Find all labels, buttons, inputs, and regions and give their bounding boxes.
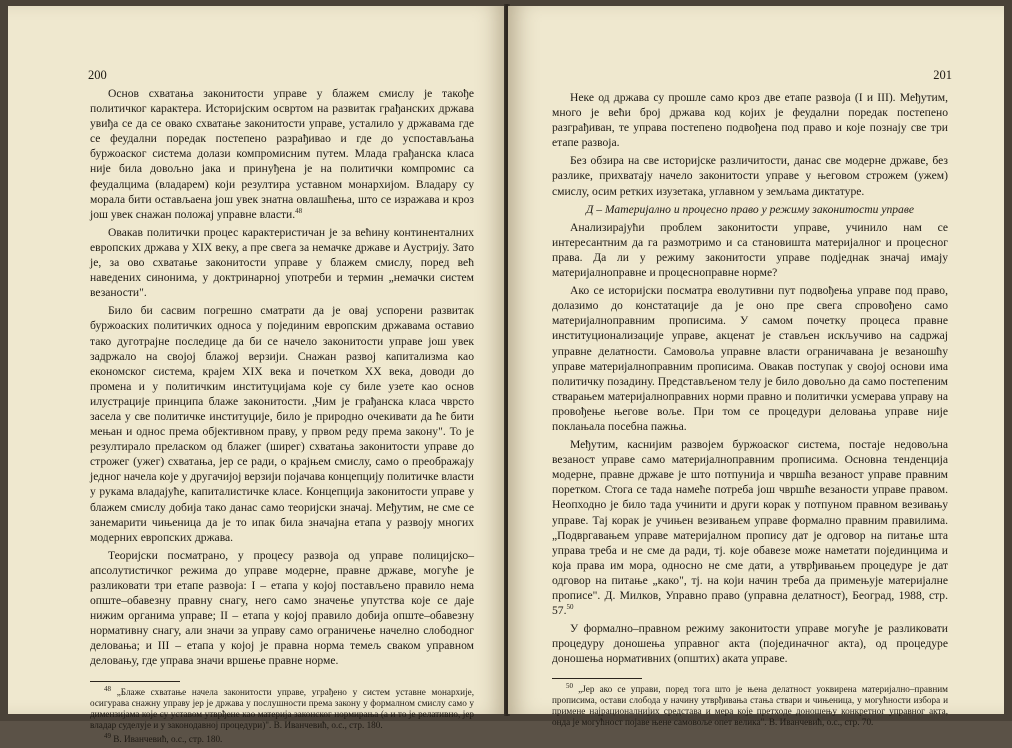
paragraph: Међутим, каснијим развојем буржоаског система, постаје недовољна везаност управе само материјалноправним прописима. Основна тенденција модерне, правне државе је што потпунија и чвршћа везаност управе правним поретком. Стога се тада намеће потреба још чвршће везаности управе правом. Неопходно је било тада учинити и други корак у потпуном правном везивању управе. Тај корак је учињен везивањем управе формално правним правилима. „Подвргавањем управе материјалном пропису дат је одговор на питање шта управа треба и не сме да ради, тј. које обавезе може наметати појединцима и која права им мора, односно не сме дати, а утврђивањем процедуре је дат одговор на питање „како", тј. на који начин треба да примењује материјалне прописе". Д. Милков, Управно право (управна делатност), Београд, 1988, стр. 57.50 bbox=[552, 438, 948, 618]
page-number-left: 200 bbox=[88, 68, 107, 82]
paragraph: Основ схватања законитости управе у блажем смислу је такође политичког карактера. Историјским освртом на развитак грађанских држава увиђа се да се овако схватање законитости управе, усталило у државама где се феудални поредак постепено разрађивао и где до успостављања буржоаског система долази компромисним путем. Млада грађанска класа није била довољно јака и принуђена је на политички компромис са феудалцима (владарем) који резултира уставном монархијом. Владару су морала бити остављаена још увек знатна овлашћења, што се изражава и кроз још увек снажан положај управне власти.$^{48}$ bbox=[90, 87, 474, 221]
footnote-ref-48: 48 bbox=[295, 206, 303, 215]
footnotes-left bbox=[90, 684, 474, 745]
left-body bbox=[90, 86, 474, 748]
left-page bbox=[8, 6, 506, 744]
paragraph: Анализирајући проблем законитости управе, учинило нам се интересантним да га размотримо и са становишта материјалног и процесног права. Да ли у режиму законитости управе подједнак значај имају материјалноправне и процесноправне норме? bbox=[552, 220, 948, 280]
paragraph: Ако се историјски посматра еволутивни пут подвођења управе под право, долазимо до констатације да је оно пре свега спровођено само материјалноправним прописима. У самом почетку процеса правне институционализације управе, акценат је стављен искључиво на садржај управне делатности. Самовоља управне власти ограничавана је везаношћу управе материјалноправним прописима. Овакав поступак у својој основи има политичку позадину. Представљеном телу је било довољно да само постепеним стварањем материјалноправних норми правно и политички усмерава управу на провођење његове воље. При том се процедури деловања управе није поклањала посебна пажња. bbox=[552, 284, 948, 433]
footnote: $^{50}$ „Јер ако се управи, поред тога што је њена делатност уоквирена материјално–правним прописима, остави слобода у начину утврђивања стања ствари и чињеница, у могућности избора и примене најрационалнијих средстава и мера које претходе доношењу конкретног управног акта, онда је могућност појаве њене самовоље опет велика". В. Иванчевић, о.с., стр. 70. bbox=[552, 682, 948, 728]
footnotes-right bbox=[552, 684, 948, 728]
right-page bbox=[508, 6, 1004, 728]
paragraph: У формално–правном режиму законитости управе могуће је разликовати процедуру доношења управног акта (појединачног акта), од процедуре доношења нормативних (општих) аката управе. bbox=[552, 622, 948, 666]
page-number-right: 201 bbox=[933, 68, 952, 82]
paragraph: Без обзира на све историјске различитости, данас све модерне државе, без разлике, прихватају начело законитости управе у његовом строжем (ужем) смислу, осим ретких изузетака, углавном у земљама диктатуре. bbox=[552, 154, 948, 198]
footnote-divider bbox=[90, 681, 180, 682]
paragraph: Теоријски посматрано, у процесу развоја од управе полицијско–апсолутистичког режима до управе модерне, правне државе, могуће је разликовати три етапе развоја: I – етапа у којој постављено правило нема опште–обавезну правну снагу, него само значење упутства које се даје нижим органима управе; II – етапа у којој правило добија опште–обавезну нормативну снагу, али значи за управу само ограничење начелно слободног деловања; и III – етапа у којој је правна норма темељ сваком управном деловању, где управа значи вршење правне норме. bbox=[90, 548, 474, 668]
footnote-divider bbox=[552, 678, 642, 679]
paragraph: Било би сасвим погрешно сматрати да је овај успорени развитак буржоаских политичких односа у појединим европским државама оставио тако дуготрајне последице да би се начело законитости управе још увек задржало на својој блажој верзији. Снажан развој капитализма као економског система, крајем XIX века и почетком XX века, доводи до промена и у политичким институцијама које су биле узете као основ илустрације принципа блаже законитости. „Чим је грађанска класа чврсто засела у све политичке институције, било је природно очекивати да ће бити мењан и однос према објективном праву, у првом реду према закону". То је резултирало преласком од блажег (ширег) схватања законитости управе до строжег (ужег) схватања, јер се ради, о крајњем смислу, само о преображају једног начела које у другачијој верзији појачава концепцију политичке власти у рукама владајуће, капиталистичке класе. Концепција законитости управе у блажем смислу добија тако данас само теоријски значај. Међутим, не сме се занемарити чињеница да је то ипак била значајна етапа у развоју многих модерних европских држава. bbox=[90, 304, 474, 544]
paragraph: Овакав политички процес карактеристичан је за већину континенталних европских држава у XIX веку, а пре свега за немачке државе и Аустрију. Зато је, за ово схватање законитости управе у блажем смислу, поред већ наведених синонима, у доктринарној употреби и термин „немачки систем везаности". bbox=[90, 225, 474, 300]
paragraph: Неке од држава су прошле само кроз две етапе развоја (I и III). Међутим, много је већи број држава код којих је феудални поредак постепено разграђиван, те управа постепено подвођена под право и које познају све три етапе развоја. bbox=[552, 91, 948, 150]
section-heading: Д – Материјално и процесно право у режиму законитости управе bbox=[585, 202, 915, 216]
footnote-ref-50: 50 bbox=[566, 603, 574, 612]
right-body bbox=[552, 90, 948, 731]
footnote: $^{49}$ В. Иванчевић, о.с., стр. 180. bbox=[104, 731, 223, 744]
footnote: $^{48}$ „Блаже схватање начела законитости управе, уграђено у систем уставне монархије, осигурава снажну управу јер је држава у послушности према закону у формалном смислу само у димензијама које су уставом утврђене као материја законског нормирања (а и то је релативно, јер владар суделује и у законодавној процедури)". В. Иванчевић, о.с., стр. 180. bbox=[90, 684, 474, 730]
